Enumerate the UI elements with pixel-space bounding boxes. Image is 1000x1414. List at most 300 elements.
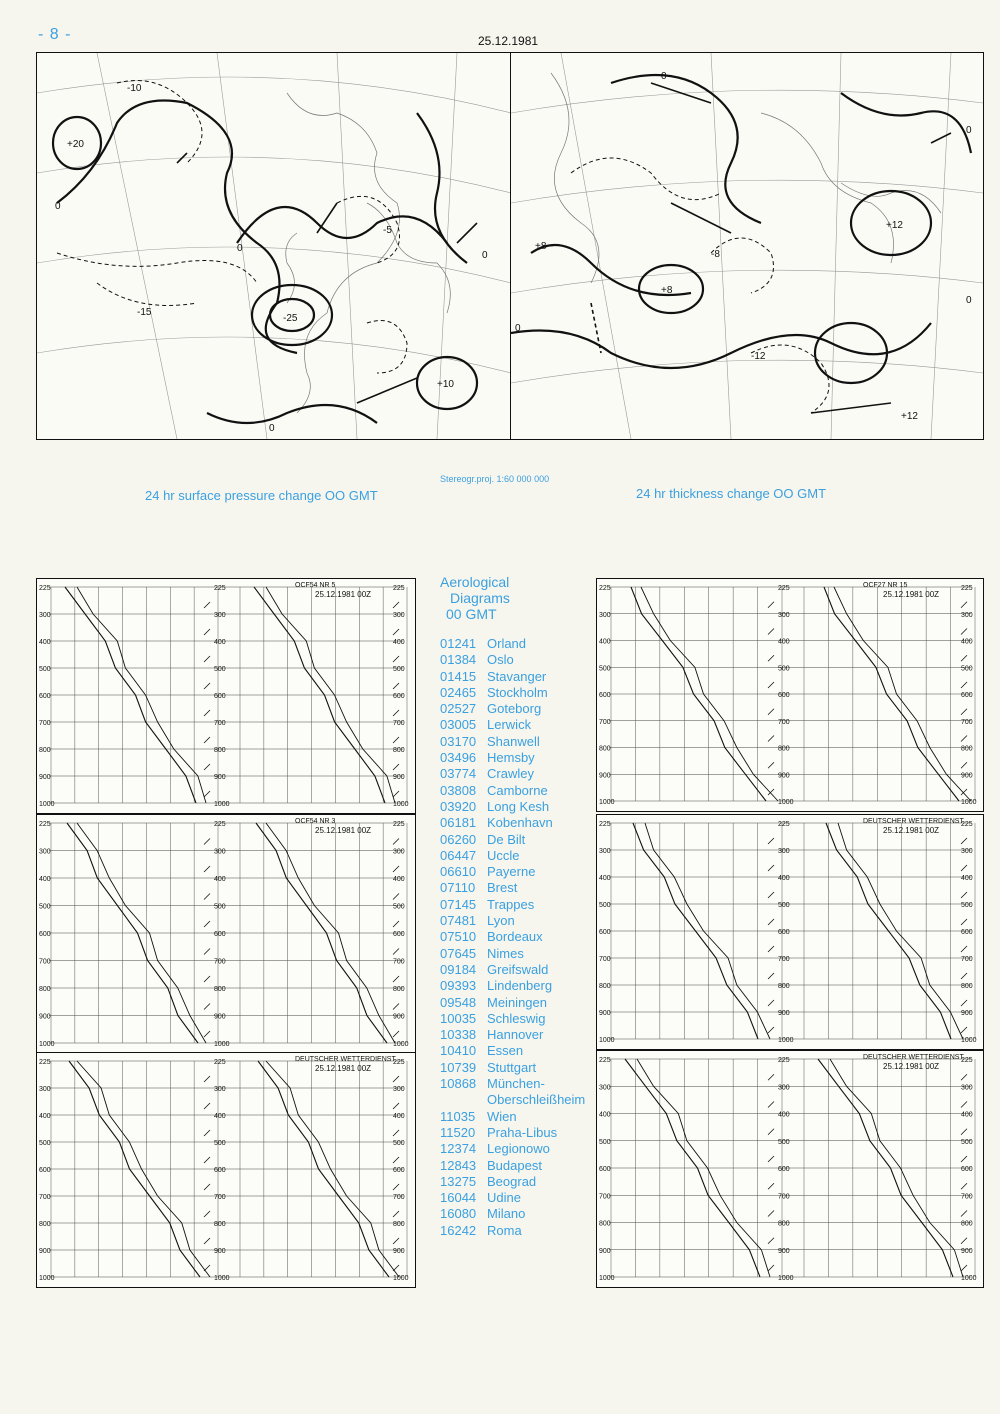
pressure-label: 600: [778, 929, 790, 936]
station-id: 03774: [440, 766, 477, 782]
wind-barb: [204, 894, 210, 900]
pressure-label: 900: [393, 1013, 405, 1021]
pressure-label: 300: [214, 612, 226, 619]
svg-text:0: 0: [482, 250, 488, 261]
station-row: [440, 962, 590, 978]
pressure-label: 800: [214, 1221, 226, 1228]
station-id: 07645: [440, 945, 477, 961]
pressure-label: 900: [961, 772, 973, 780]
wind-barb: [961, 655, 967, 661]
pressure-label: 700: [39, 1194, 51, 1201]
pressure-label: 400: [599, 1111, 611, 1119]
svg-text:+12: +12: [901, 411, 918, 422]
svg-text:0: 0: [661, 71, 667, 82]
wind-barb: [204, 1103, 210, 1109]
pressure-label: 800: [778, 745, 790, 753]
station-id: 16080: [440, 1206, 477, 1222]
pressure-label: 400: [214, 876, 226, 883]
wind-barb: [768, 655, 774, 661]
pressure-label: 500: [778, 902, 790, 909]
station-id: 07481: [440, 913, 477, 929]
pressure-label: 400: [214, 639, 226, 646]
wind-barb: [768, 1265, 774, 1271]
pressure-label: 900: [393, 1248, 405, 1255]
station-name: Schleswig: [487, 1010, 546, 1026]
wind-barb: [961, 736, 967, 742]
pressure-label: 225: [393, 585, 405, 592]
station-name: Udine: [487, 1190, 521, 1206]
wind-barb: [204, 602, 210, 608]
diagram-chart: [597, 1051, 983, 1287]
diagram-date: 25.12.1981 00Z: [315, 590, 372, 599]
pressure-label: 1000: [599, 1037, 615, 1044]
station-row: [440, 815, 590, 831]
pressure-label: 300: [599, 611, 611, 619]
station-row: [440, 766, 590, 782]
pressure-label: 225: [214, 585, 226, 592]
station-id: 07110: [440, 880, 476, 896]
wind-barb: [768, 602, 774, 608]
diagram-chart: [37, 579, 415, 813]
station-row: [440, 1011, 590, 1027]
wind-barb: [204, 1076, 210, 1082]
pressure-label: 800: [599, 1220, 611, 1228]
pressure-label: 900: [39, 774, 51, 781]
wind-barb: [393, 602, 399, 608]
svg-text:0: 0: [966, 125, 972, 136]
svg-text:-5: -5: [383, 225, 392, 236]
pressure-label: 800: [39, 1221, 51, 1228]
station-id: 06181: [440, 815, 477, 831]
pressure-label: 700: [599, 718, 611, 726]
pressure-label: 1000: [393, 1041, 409, 1048]
diagram-date: 25.12.1981 00Z: [883, 826, 940, 835]
station-row: [440, 652, 590, 668]
station-row: [440, 717, 590, 733]
pressure-label: 1000: [39, 801, 55, 808]
station-name: Milano: [487, 1206, 526, 1222]
pressure-label: 225: [599, 585, 611, 592]
station-id: 10739: [440, 1059, 477, 1075]
station-id: 07145: [440, 896, 477, 912]
pressure-label: 800: [393, 1221, 405, 1228]
pressure-label: 300: [961, 611, 973, 619]
station-id: 06610: [440, 864, 477, 880]
aerological-diagram: [36, 814, 416, 1054]
pressure-label: 1000: [214, 1041, 230, 1048]
diagram-stamp: OCF27 NR 15: [863, 582, 908, 589]
pressure-label: 300: [599, 1084, 611, 1092]
pressure-label: 800: [393, 986, 405, 993]
pressure-label: 1000: [214, 1275, 230, 1282]
pressure-label: 300: [39, 848, 51, 856]
svg-text:+10: +10: [437, 379, 454, 390]
pressure-label: 300: [214, 848, 226, 856]
pressure-label: 1000: [778, 799, 794, 806]
pressure-label: 1000: [961, 1275, 977, 1282]
station-panel-title: Aerological: [440, 574, 510, 590]
wind-barb: [393, 921, 399, 927]
pressure-label: 225: [778, 821, 790, 828]
pressure-label: 900: [599, 1010, 611, 1017]
station-row: [440, 783, 590, 799]
station-row: [440, 929, 590, 945]
station-row: [440, 864, 590, 880]
pressure-label: 400: [393, 876, 405, 883]
pressure-label: 700: [214, 1194, 226, 1201]
station-name: Oslo: [487, 652, 514, 668]
pressure-label: 300: [961, 1084, 973, 1092]
station-name: Lyon: [487, 913, 515, 929]
pressure-label: 700: [214, 958, 226, 966]
station-name: Crawley: [487, 766, 534, 782]
pressure-label: 600: [599, 1166, 611, 1173]
pressure-label: 300: [599, 848, 611, 855]
station-row: [440, 799, 590, 815]
station-id: 03808: [440, 782, 477, 798]
surface-pressure-map: [36, 52, 512, 440]
wind-barb: [768, 1074, 774, 1080]
pressure-label: 225: [214, 821, 226, 828]
diagram-stamp: DEUTSCHER WETTERDIENST: [863, 818, 964, 825]
station-name: Goteborg: [487, 701, 542, 717]
station-name-continuation: Oberschleißheim: [487, 1092, 586, 1108]
station-row: [440, 1206, 590, 1222]
station-row: [440, 701, 590, 717]
wind-barb: [961, 1238, 967, 1244]
station-name: Stavanger: [487, 668, 547, 684]
svg-text:+12: +12: [886, 220, 903, 231]
wind-barb: [393, 949, 399, 955]
station-name: Budapest: [487, 1157, 542, 1173]
aerological-diagram: [36, 578, 416, 814]
pressure-label: 600: [39, 1167, 51, 1174]
diagram-stamp: DEUTSCHER WETTERDIENST: [863, 1054, 964, 1061]
svg-text:-15: -15: [137, 307, 152, 318]
pressure-label: 600: [214, 1167, 226, 1174]
wind-barb: [204, 683, 210, 689]
station-name: Long Kesh: [487, 798, 550, 814]
pressure-label: 300: [393, 612, 405, 619]
wind-barb: [393, 1238, 399, 1244]
station-name: Uccle: [487, 847, 520, 863]
wind-barb: [961, 892, 967, 898]
station-id: 03496: [440, 750, 477, 766]
station-row: [440, 1141, 590, 1157]
pressure-label: 400: [39, 1113, 51, 1120]
diagram-chart: [37, 815, 415, 1053]
station-name: Beograd: [487, 1173, 537, 1189]
diagram-stamp: OCF54 NR 3: [295, 818, 336, 825]
station-name: Shanwell: [487, 733, 540, 749]
station-id: 07510: [440, 929, 477, 945]
pressure-label: 400: [961, 1111, 973, 1119]
station-row: [440, 897, 590, 913]
station-name: Lerwick: [487, 717, 532, 733]
pressure-label: 700: [961, 956, 973, 963]
wind-barb: [393, 1130, 399, 1136]
station-row: [440, 734, 590, 750]
pressure-label: 700: [599, 1193, 611, 1201]
station-id: 10035: [440, 1010, 477, 1026]
pressure-label: 500: [599, 902, 611, 909]
pressure-label: 1000: [39, 1041, 55, 1048]
pressure-label: 900: [961, 1010, 973, 1017]
wind-barb: [393, 656, 399, 662]
pressure-label: 225: [214, 1059, 226, 1066]
pressure-label: 900: [961, 1247, 973, 1255]
aerological-diagram: [596, 578, 984, 812]
wind-barb: [961, 973, 967, 979]
station-name: Roma: [487, 1222, 522, 1238]
pressure-label: 1000: [778, 1037, 794, 1044]
wind-barb: [768, 946, 774, 952]
wind-barb: [204, 1211, 210, 1217]
pressure-label: 700: [39, 958, 51, 966]
aerological-diagram: [596, 814, 984, 1050]
wind-barb: [768, 736, 774, 742]
pressure-label: 600: [393, 931, 405, 938]
wind-barb: [393, 1103, 399, 1109]
station-row: [440, 669, 590, 685]
svg-text:0: 0: [269, 423, 275, 434]
pressure-label: 225: [778, 1057, 790, 1064]
pressure-label: 800: [214, 986, 226, 993]
wind-barb: [768, 682, 774, 688]
station-panel-time: 00 GMT: [446, 606, 497, 622]
station-id: 16044: [440, 1190, 477, 1206]
station-id: 11035: [440, 1108, 476, 1124]
wind-barb: [961, 1102, 967, 1108]
pressure-label: 225: [393, 1059, 405, 1066]
station-row: [440, 946, 590, 962]
pressure-label: 225: [961, 1057, 973, 1064]
wind-barb: [961, 919, 967, 925]
pressure-label: 800: [393, 747, 405, 754]
wind-barb: [768, 709, 774, 715]
wind-barb: [204, 921, 210, 927]
pressure-label: 1000: [961, 1037, 977, 1044]
wind-barb: [204, 1265, 210, 1271]
pressure-label: 800: [778, 1220, 790, 1228]
diagram-stamp: DEUTSCHER WETTERDIENST: [295, 1056, 396, 1063]
pressure-label: 500: [39, 666, 51, 673]
wind-barb: [768, 1211, 774, 1217]
wind-barb: [393, 1265, 399, 1271]
station-row: [440, 1076, 590, 1092]
station-name: Hemsby: [487, 750, 535, 766]
pressure-label: 225: [39, 821, 51, 828]
wind-barb: [393, 791, 399, 797]
wind-barb: [768, 1129, 774, 1135]
wind-barb: [768, 789, 774, 795]
station-row: [440, 995, 590, 1011]
wind-barb: [768, 1000, 774, 1006]
wind-barb: [393, 976, 399, 982]
station-name: Trappes: [487, 896, 535, 912]
station-row: [440, 1109, 590, 1125]
pressure-label: 500: [214, 903, 226, 911]
station-panel-subtitle: Diagrams: [450, 590, 510, 606]
wind-barb: [768, 973, 774, 979]
pressure-label: 700: [778, 1193, 790, 1201]
wind-barb: [961, 865, 967, 871]
pressure-label: 225: [778, 585, 790, 592]
pressure-label: 600: [214, 931, 226, 938]
station-id: 09184: [440, 961, 477, 977]
wind-barb: [393, 1211, 399, 1217]
pressure-label: 300: [778, 611, 790, 619]
diagram-chart: [597, 579, 983, 811]
pressure-label: 600: [961, 1166, 973, 1173]
aerological-diagram: [36, 1052, 416, 1288]
wind-barb: [393, 894, 399, 900]
pressure-label: 600: [599, 692, 611, 699]
wind-barb: [204, 791, 210, 797]
pressure-label: 700: [393, 958, 405, 966]
pressure-label: 600: [39, 693, 51, 700]
station-id: 06447: [440, 847, 477, 863]
station-row: [440, 685, 590, 701]
wind-barb: [768, 919, 774, 925]
station-id: 11520: [440, 1124, 476, 1140]
pressure-label: 600: [961, 692, 973, 699]
wind-barb: [768, 762, 774, 768]
pressure-label: 500: [599, 665, 611, 673]
pressure-label: 700: [778, 718, 790, 726]
wind-barb: [393, 737, 399, 743]
station-row: [440, 1158, 590, 1174]
station-row: [440, 1027, 590, 1043]
pressure-label: 300: [393, 848, 405, 856]
wind-barb: [961, 1156, 967, 1162]
diagram-date: 25.12.1981 00Z: [883, 590, 940, 599]
pressure-label: 600: [39, 931, 51, 938]
wind-barb: [393, 866, 399, 872]
pressure-label: 400: [39, 639, 51, 646]
wind-barb: [768, 1238, 774, 1244]
wind-barb: [768, 865, 774, 871]
svg-text:-8: -8: [711, 249, 720, 260]
pressure-label: 500: [599, 1138, 611, 1146]
pressure-label: 600: [778, 692, 790, 699]
station-id: 02527: [440, 701, 477, 717]
station-id: 16242: [440, 1222, 477, 1238]
pressure-label: 1000: [214, 801, 230, 808]
wind-barb: [961, 602, 967, 608]
pressure-label: 900: [214, 1013, 226, 1021]
station-id: 03920: [440, 798, 477, 814]
pressure-label: 700: [961, 718, 973, 726]
pressure-label: 600: [214, 693, 226, 700]
pressure-label: 500: [961, 665, 973, 673]
pressure-label: 300: [393, 1086, 405, 1093]
wind-barb: [961, 762, 967, 768]
pressure-label: 800: [961, 745, 973, 753]
station-row: [440, 1174, 590, 1190]
station-name: De Bilt: [487, 831, 526, 847]
pressure-label: 300: [961, 848, 973, 855]
pressure-label: 400: [599, 638, 611, 646]
pressure-label: 500: [214, 666, 226, 673]
station-name: Hannover: [487, 1027, 544, 1043]
wind-barb: [204, 1184, 210, 1190]
station-name: München-: [487, 1076, 545, 1092]
pressure-label: 300: [39, 612, 51, 619]
pressure-label: 400: [961, 875, 973, 882]
pressure-label: 800: [599, 983, 611, 990]
svg-text:-10: -10: [127, 83, 142, 94]
wind-barb: [204, 839, 210, 845]
wind-barb: [961, 709, 967, 715]
pressure-label: 400: [214, 1113, 226, 1120]
wind-barb: [204, 976, 210, 982]
svg-text:-12: -12: [751, 351, 766, 362]
wind-barb: [393, 1004, 399, 1010]
pressure-label: 500: [778, 665, 790, 673]
station-name: Wien: [487, 1108, 517, 1124]
station-row: [440, 1060, 590, 1076]
pressure-label: 400: [393, 1113, 405, 1120]
wind-barb: [393, 629, 399, 635]
page-number: - 8 -: [38, 26, 72, 43]
pressure-label: 800: [961, 983, 973, 990]
diagram-stamp: OCF54 NR 5: [295, 582, 336, 589]
wind-barb: [204, 1157, 210, 1163]
station-id: 01415: [440, 668, 477, 684]
svg-text:+20: +20: [67, 139, 84, 150]
station-row: [440, 848, 590, 864]
station-row: [440, 913, 590, 929]
pressure-label: 300: [778, 1084, 790, 1092]
wind-barb: [961, 1000, 967, 1006]
station-list-panel: [440, 574, 590, 1239]
wind-barb: [768, 1183, 774, 1189]
wind-barb: [961, 1183, 967, 1189]
station-name: Brest: [487, 880, 518, 896]
station-id: 06260: [440, 831, 477, 847]
surface-pressure-caption: 24 hr surface pressure change OO GMT: [145, 488, 378, 503]
wind-barb: [204, 656, 210, 662]
svg-text:0: 0: [515, 323, 521, 334]
station-name: Kobenhavn: [487, 815, 553, 831]
wind-barb: [393, 839, 399, 845]
pressure-label: 1000: [599, 799, 615, 806]
pressure-label: 900: [778, 1010, 790, 1017]
station-id: 09548: [440, 994, 477, 1010]
pressure-label: 700: [214, 720, 226, 727]
station-id: 13275: [440, 1173, 477, 1189]
wind-barb: [961, 1074, 967, 1080]
station-name: Greifswald: [487, 961, 549, 977]
pressure-label: 600: [393, 693, 405, 700]
station-name: Payerne: [487, 864, 536, 880]
pressure-label: 225: [961, 585, 973, 592]
map-projection-note: Stereogr.proj. 1:60 000 000: [440, 474, 550, 484]
wind-barb: [204, 1238, 210, 1244]
pressure-label: 500: [393, 1140, 405, 1147]
station-name: Praha-Libus: [487, 1124, 558, 1140]
pressure-label: 500: [961, 902, 973, 909]
diagram-date: 25.12.1981 00Z: [315, 1064, 372, 1073]
station-name: Nimes: [487, 945, 524, 961]
station-id: 10410: [440, 1043, 477, 1059]
wind-barb: [393, 1076, 399, 1082]
wind-barb: [204, 737, 210, 743]
pressure-label: 700: [39, 720, 51, 727]
wind-barb: [393, 1184, 399, 1190]
station-row: [440, 1125, 590, 1141]
